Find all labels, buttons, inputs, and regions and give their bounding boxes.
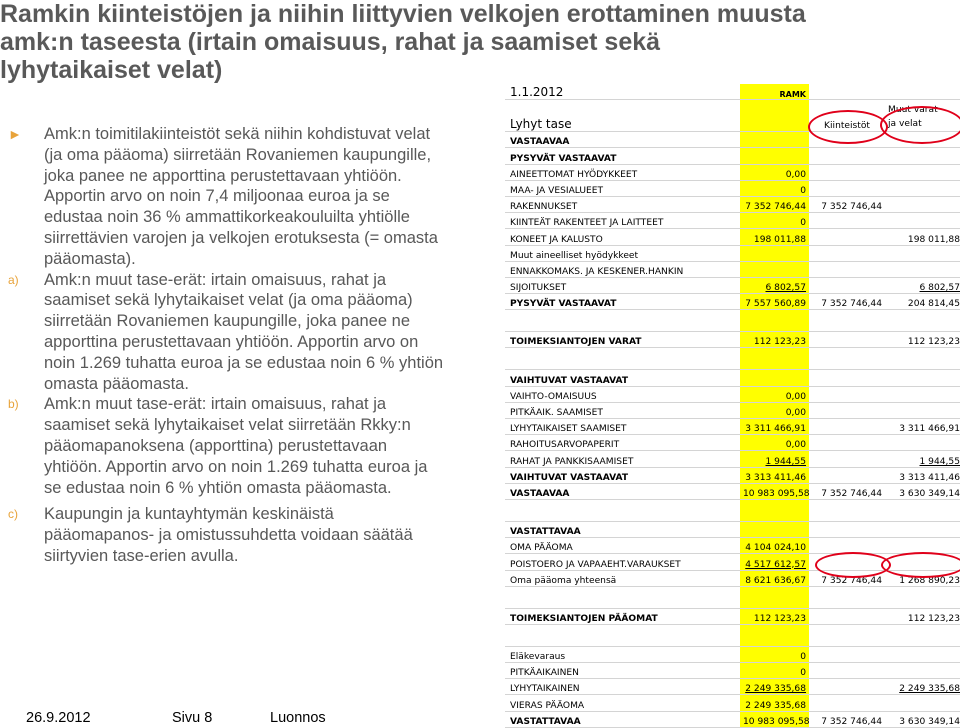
empty-cell (740, 100, 809, 132)
row-label: OMA PÄÄOMA (505, 538, 740, 554)
bullet-line: noin 1.269 tuhatta euroa ja se edustaa noin 6 % yhtiön (44, 353, 444, 372)
cell-ramk: 10 983 095,58 (740, 711, 809, 727)
cell-kiint: 7 352 746,44 (809, 196, 885, 212)
cell-kiint (809, 277, 885, 293)
col-ramk-header: RAMK (740, 84, 809, 100)
table-row (505, 419, 960, 435)
cell-kiint (809, 148, 885, 164)
cell-kiint (809, 538, 885, 554)
cell-muut (885, 370, 960, 386)
cell-ramk: 0,00 (740, 435, 809, 451)
bullet-line: Amk:n muut tase-erät: irtain omaisuus, rahat ja (44, 395, 387, 414)
cell-ramk: 0,00 (740, 386, 809, 402)
table-row (505, 261, 960, 277)
bullet-line: siirrettävien varojen ja velkojen erotuksesta (= omasta (44, 228, 438, 247)
row-label: AINEETTOMAT HYÖDYKKEET (505, 164, 740, 180)
cell-muut: 1 268 890,23 (885, 570, 960, 586)
table-row (505, 277, 960, 293)
bullet-line: apporttina perustettavaan yhtiöön. Apportin arvo on (44, 332, 419, 351)
cell-muut (885, 164, 960, 180)
cell-ramk: 0 (740, 646, 809, 662)
cell-muut (885, 521, 960, 537)
cell-muut: 112 123,23 (885, 608, 960, 624)
table-row (505, 402, 960, 418)
row-label: TOIMEKSIANTOJEN VARAT (505, 332, 740, 348)
cell-kiint: 7 352 746,44 (809, 294, 885, 310)
row-label: KONEET JA KALUSTO (505, 229, 740, 245)
table-row (505, 196, 960, 212)
row-label: RAHOITUSARVOPAPERIT (505, 435, 740, 451)
cell-ramk: 3 311 466,91 (740, 419, 809, 435)
cell-ramk (740, 261, 809, 277)
cell-muut: 2 249 335,68 (885, 679, 960, 695)
row-label: VAIHTO-OMAISUUS (505, 386, 740, 402)
footer-date: 26.9.2012 (26, 710, 91, 726)
cell-muut (885, 402, 960, 418)
cell-kiint: 7 352 746,44 (809, 483, 885, 499)
bullet-line: siirretään Rovaniemen kaupungille, joka panee ne (44, 312, 410, 331)
cell-kiint (809, 679, 885, 695)
cell-kiint (809, 646, 885, 662)
row-label: VASTATTAVAA (505, 711, 740, 727)
row-label: Muut aineelliset hyödykkeet (505, 245, 740, 261)
row-label: MAA- JA VESIALUEET (505, 180, 740, 196)
table-row (505, 554, 960, 570)
bullet-line: siirtyvien tase-erien avulla. (44, 546, 239, 565)
cell-muut: 198 011,88 (885, 229, 960, 245)
row-label: VASTATTAVAA (505, 521, 740, 537)
table-row (505, 213, 960, 229)
bullet-line: saamiset sekä lyhytaikaiset velat (ja oma pääoma) (44, 291, 413, 310)
bullet-line: se edustaa noin 6 % yhtiön omasta pääomasta. (44, 478, 392, 497)
cell-muut (885, 196, 960, 212)
row-label: RAHAT JA PANKKISAAMISET (505, 451, 740, 467)
cell-muut (885, 386, 960, 402)
slide-title (0, 0, 955, 84)
cell-ramk: 0,00 (740, 402, 809, 418)
bullet-line: joka panee ne apporttina perustettavaan yhtiöön. (44, 166, 402, 185)
bullet-main (0, 124, 470, 270)
col-muut-header (885, 100, 960, 132)
table-row (505, 711, 960, 727)
cell-kiint (809, 554, 885, 570)
table-row (505, 386, 960, 402)
cell-kiint (809, 663, 885, 679)
bullet-line: Amk:n toimitilakiinteistöt sekä niihin kohdistuvat velat (44, 125, 431, 143)
arrow-bullet-icon: ► (8, 126, 22, 142)
cell-ramk: 8 621 636,67 (740, 570, 809, 586)
row-label: VIERAS PÄÄOMA (505, 695, 740, 711)
cell-kiint (809, 245, 885, 261)
cell-ramk: 3 313 411,46 (740, 467, 809, 483)
cell-muut: 1 944,55 (885, 451, 960, 467)
cell-ramk: 4 104 024,10 (740, 538, 809, 554)
table-row (505, 132, 960, 148)
cell-muut: 6 802,57 (885, 277, 960, 293)
bullet-line: omasta pääomasta. (44, 374, 189, 393)
row-label: POISTOERO JA VAPAAEHT.VARAUKSET (505, 554, 740, 570)
row-label: Oma pääoma yhteensä (505, 570, 740, 586)
table-row (505, 695, 960, 711)
cell-kiint (809, 229, 885, 245)
cell-muut: 3 313 411,46 (885, 467, 960, 483)
cell-kiint (809, 435, 885, 451)
row-label: PITKÄAIK. SAAMISET (505, 402, 740, 418)
row-label: TOIMEKSIANTOJEN PÄÄOMAT (505, 608, 740, 624)
cell-ramk: 112 123,23 (740, 332, 809, 348)
cell-kiint (809, 261, 885, 277)
cell-ramk (740, 148, 809, 164)
col-kiint-header: Kiinteistöt (809, 100, 885, 132)
cell-kiint (809, 370, 885, 386)
col-muut-header-line1: Muut varat (888, 105, 938, 116)
cell-muut: 204 814,45 (885, 294, 960, 310)
row-label: VASTAAVAA (505, 132, 740, 148)
cell-kiint (809, 132, 885, 148)
row-label: VAIHTUVAT VASTAAVAT (505, 467, 740, 483)
row-label: PITKÄAIKAINEN (505, 663, 740, 679)
table-row (505, 483, 960, 499)
cell-kiint (809, 695, 885, 711)
cell-ramk: 112 123,23 (740, 608, 809, 624)
cell-ramk: 1 944,55 (740, 451, 809, 467)
table-row (505, 451, 960, 467)
bullet-list (0, 124, 470, 567)
table-row (505, 180, 960, 196)
cell-ramk: 7 352 746,44 (740, 196, 809, 212)
cell-ramk: 198 011,88 (740, 229, 809, 245)
cell-kiint: 7 352 746,44 (809, 711, 885, 727)
bullet-line: saamiset sekä lyhytaikaiset velat siirretään Rkky:n (44, 416, 411, 435)
table-row (505, 245, 960, 261)
cell-muut (885, 261, 960, 277)
cell-muut (885, 646, 960, 662)
table-row (505, 294, 960, 310)
cell-ramk: 10 983 095,58 (740, 483, 809, 499)
table-row (505, 646, 960, 662)
row-label: PYSYVÄT VASTAAVAT (505, 294, 740, 310)
cell-kiint (809, 467, 885, 483)
table-row (505, 370, 960, 386)
sheet-header-label: Lyhyt tase (505, 100, 740, 132)
cell-ramk: 2 249 335,68 (740, 679, 809, 695)
cell-kiint (809, 180, 885, 196)
bullet-line: pääomapanoksena (apporttina) perustettavaan (44, 436, 388, 455)
cell-ramk (740, 521, 809, 537)
sheet-date: 1.1.2012 (505, 84, 740, 100)
cell-ramk: 0 (740, 213, 809, 229)
cell-ramk: 0,00 (740, 164, 809, 180)
empty-cell (885, 84, 960, 100)
bullet-line: edustaa noin 36 % ammattikorkeakouluilta yhtiölle (44, 208, 410, 227)
bullet-marker: b) (8, 397, 19, 412)
cell-muut (885, 132, 960, 148)
cell-muut (885, 538, 960, 554)
cell-ramk (740, 370, 809, 386)
cell-ramk: 2 249 335,68 (740, 695, 809, 711)
table-row (505, 435, 960, 451)
table-row (505, 332, 960, 348)
footer-page: Sivu 8 (172, 710, 213, 726)
cell-muut (885, 245, 960, 261)
bullet-line: pääomapanos- ja omistussuhdetta voidaan säätää (44, 526, 413, 545)
row-label: Eläkevaraus (505, 646, 740, 662)
cell-ramk: 0 (740, 663, 809, 679)
cell-muut (885, 663, 960, 679)
cell-muut: 112 123,23 (885, 332, 960, 348)
bullet-line: yhtiöön. Apportin arvo on noin 1.269 tuhatta euroa ja (44, 457, 428, 476)
cell-ramk (740, 132, 809, 148)
table-row (505, 538, 960, 554)
empty-cell (809, 84, 885, 100)
table-row (505, 570, 960, 586)
title-line: lyhytaikaiset velat) (0, 56, 223, 84)
bullet-marker: c) (8, 507, 18, 522)
table-row (505, 148, 960, 164)
row-label: RAKENNUKSET (505, 196, 740, 212)
col-muut-header-line2: ja velat (888, 119, 922, 130)
cell-kiint (809, 164, 885, 180)
row-label: SIJOITUKSET (505, 277, 740, 293)
cell-kiint (809, 332, 885, 348)
cell-kiint: 7 352 746,44 (809, 570, 885, 586)
bullet-line: Amk:n muut tase-erät: irtain omaisuus, rahat ja (44, 270, 387, 289)
cell-muut (885, 148, 960, 164)
cell-muut: 3 630 349,14 (885, 483, 960, 499)
cell-ramk: 7 557 560,89 (740, 294, 809, 310)
cell-muut: 3 311 466,91 (885, 419, 960, 435)
cell-muut: 3 630 349,14 (885, 711, 960, 727)
cell-muut (885, 435, 960, 451)
bullet-c (0, 504, 470, 566)
table-row (505, 663, 960, 679)
cell-ramk: 0 (740, 180, 809, 196)
cell-kiint (809, 419, 885, 435)
cell-ramk (740, 245, 809, 261)
bullet-line: (ja oma pääoma) siirretään Rovaniemen kaupungille, (44, 145, 432, 164)
bullet-b (0, 394, 470, 498)
bullet-line: Kaupungin ja kuntayhtymän keskinäistä (44, 505, 334, 524)
table-row (505, 679, 960, 695)
table-row (505, 229, 960, 245)
table-row (505, 521, 960, 537)
row-label: LYHYTAIKAISET SAAMISET (505, 419, 740, 435)
cell-kiint (809, 608, 885, 624)
row-label: LYHYTAIKAINEN (505, 679, 740, 695)
footer-status: Luonnos (270, 710, 326, 726)
cell-kiint (809, 386, 885, 402)
table-row (505, 467, 960, 483)
row-label: PYSYVÄT VASTAAVAT (505, 148, 740, 164)
cell-kiint (809, 402, 885, 418)
bullet-line: pääomasta). (44, 249, 136, 268)
cell-muut (885, 695, 960, 711)
row-label: VASTAAVAA (505, 483, 740, 499)
table-row (505, 608, 960, 624)
cell-kiint (809, 213, 885, 229)
bullet-a (0, 270, 470, 395)
cell-ramk: 6 802,57 (740, 277, 809, 293)
bullet-line: Apportin arvo on noin 7,4 miljoonaa euroa ja se (44, 187, 390, 206)
table-row (505, 164, 960, 180)
row-label: KIINTEÄT RAKENTEET JA LAITTEET (505, 213, 740, 229)
cell-ramk: 4 517 612,57 (740, 554, 809, 570)
row-label: VAIHTUVAT VASTAAVAT (505, 370, 740, 386)
cell-muut (885, 180, 960, 196)
bullet-marker: a) (8, 272, 19, 287)
row-label: ENNAKKOMAKS. JA KESKENER.HANKIN (505, 261, 740, 277)
title-line: Ramkin kiinteistöjen ja niihin liittyvien velkojen erottaminen muusta (0, 0, 806, 28)
cell-kiint (809, 451, 885, 467)
cell-kiint (809, 521, 885, 537)
cell-muut (885, 213, 960, 229)
title-line: amk:n taseesta (irtain omaisuus, rahat ja saamiset sekä (0, 28, 661, 56)
cell-muut (885, 554, 960, 570)
balance-sheet-table (505, 84, 960, 728)
